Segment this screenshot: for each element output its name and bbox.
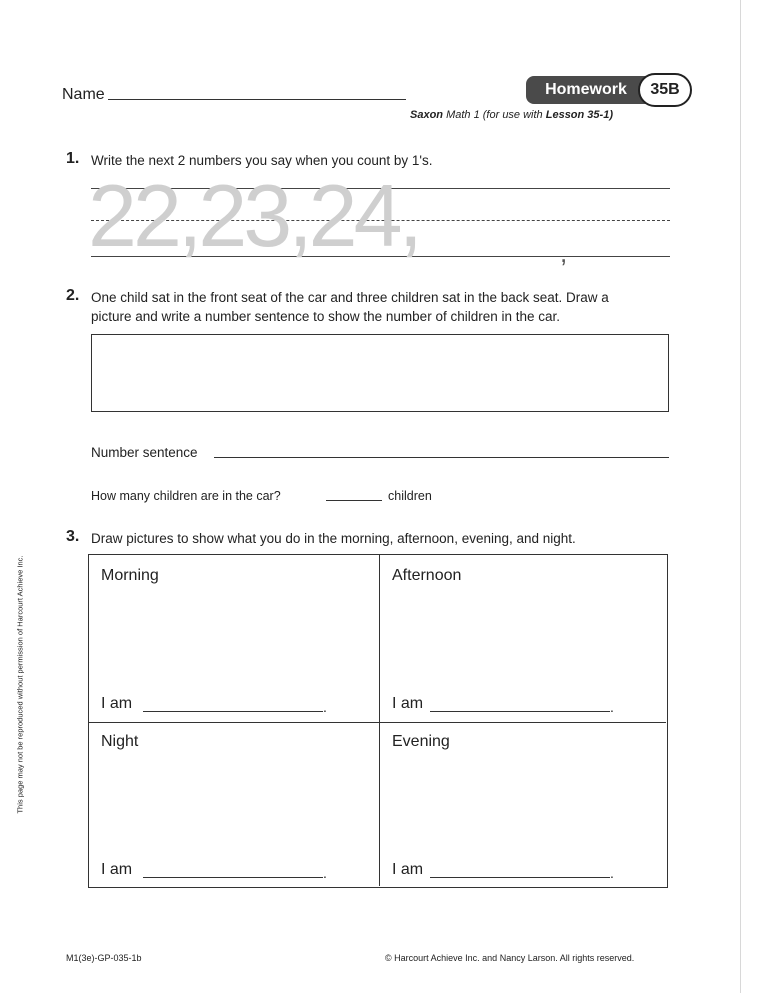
cell-evening[interactable] — [380, 723, 666, 886]
i-am-label: I am — [392, 861, 424, 878]
period-mark: . — [323, 865, 327, 881]
i-am-line[interactable] — [430, 877, 610, 878]
q1-trailing-comma: , — [560, 238, 568, 268]
cell-night[interactable] — [89, 723, 379, 886]
homework-badge — [526, 73, 691, 107]
i-am-label: I am — [101, 861, 133, 878]
q1-traced-numbers: 22,23,24, — [88, 166, 419, 265]
series-book: Saxon — [410, 109, 444, 121]
period-mark: . — [610, 699, 614, 715]
cell-label: Night — [101, 733, 139, 750]
i-am-line[interactable] — [143, 877, 323, 878]
cell-morning[interactable] — [89, 555, 379, 722]
q2-number: 2. — [66, 287, 80, 304]
i-am-label: I am — [101, 695, 133, 712]
page-edge — [740, 0, 741, 993]
name-label: Name — [62, 86, 105, 103]
period-mark: . — [610, 865, 614, 881]
cell-afternoon[interactable] — [380, 555, 666, 722]
how-many-unit: children — [388, 489, 432, 503]
q3-text: Draw pictures to show what you do in the morning, afternoon, evening, and night. — [91, 531, 576, 546]
q2-text-line2: picture and write a number sentence to show the number of children in the car. — [91, 309, 561, 324]
number-sentence-label: Number sentence — [91, 445, 198, 460]
q1-number: 1. — [66, 150, 80, 167]
how-many-label: How many children are in the car? — [91, 489, 281, 503]
permission-note: This page may not be reproduced without permission of Harcourt Achieve Inc. — [15, 555, 25, 814]
q3-activity-grid — [88, 554, 668, 888]
q3-number: 3. — [66, 528, 80, 545]
name-write-line[interactable] — [108, 99, 406, 100]
badge-label: Homework — [526, 76, 646, 104]
footer-code: M1(3e)-GP-035-1b — [66, 953, 142, 963]
period-mark: . — [323, 699, 327, 715]
series-line — [410, 109, 613, 121]
how-many-answer-line[interactable] — [326, 500, 382, 501]
i-am-line[interactable] — [143, 711, 323, 712]
i-am-line[interactable] — [430, 711, 610, 712]
footer-copyright: © Harcourt Achieve Inc. and Nancy Larson. All rights reserved. — [385, 953, 635, 963]
q2-text-line1: One child sat in the front seat of the car and three children sat in the back seat. Draw a — [91, 290, 609, 305]
series-lesson: Lesson 35-1) — [545, 109, 613, 121]
badge-code: 35B — [638, 73, 692, 107]
number-sentence-line[interactable] — [214, 457, 669, 458]
q1-text: Write the next 2 numbers you say when you count by 1's. — [91, 153, 433, 168]
series-mid: Math 1 (for use with — [446, 109, 543, 121]
i-am-label: I am — [392, 695, 424, 712]
cell-label: Morning — [101, 567, 159, 584]
cell-label: Evening — [392, 733, 450, 750]
cell-label: Afternoon — [392, 567, 462, 584]
q2-drawing-box[interactable] — [91, 334, 669, 412]
